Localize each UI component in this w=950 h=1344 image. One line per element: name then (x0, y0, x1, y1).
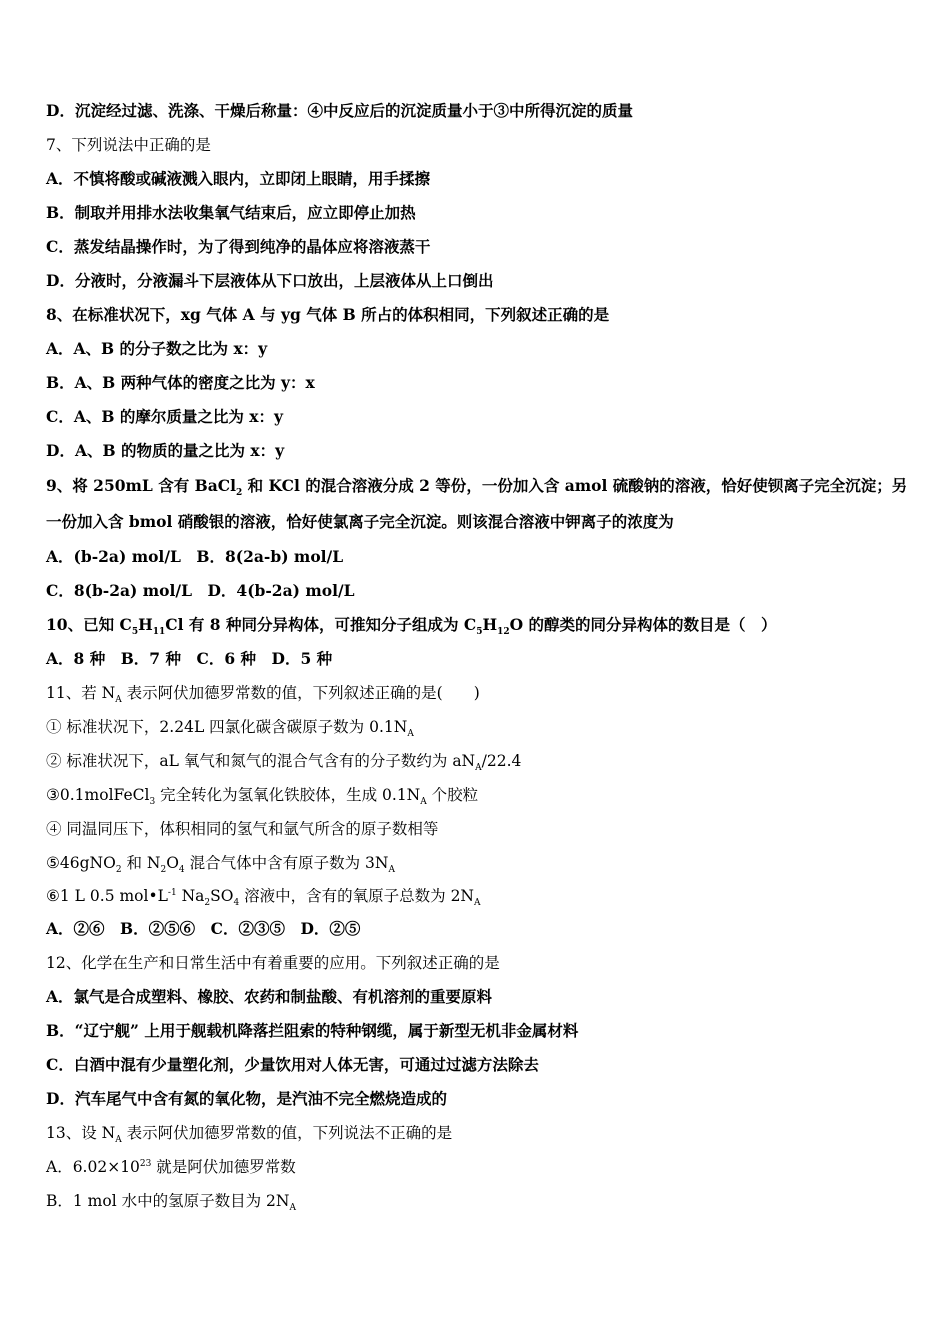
question-10-stem: 10、已知 $C_5H_{11}Cl$ 有 8 种同分异构体，可推知分子组成为 $C_5H_{12}O$ 的醇类的同分异构体的数目是（ ） (46, 615, 777, 638)
question-8-option-a: A．A、B 的分子数之比为 x：y (46, 339, 268, 358)
question-12-option-a: A．氯气是合成塑料、橡胶、农药和制盐酸、有机溶剂的重要原料 (46, 987, 493, 1006)
question-12-option-d: D．汽车尾气中含有氮的氧化物，是汽油不完全燃烧造成的 (46, 1089, 447, 1108)
question-12-option-c: C．白酒中混有少量塑化剂，少量饮用对人体无害，可通过过滤方法除去 (46, 1055, 539, 1074)
question-13-option-b: B．1 mol 水中的氢原子数目为 $2N_A$ (46, 1192, 296, 1214)
question-11-statement-1: ① 标准状况下，2.24L 四氯化碳含碳原子数为 $0.1N_A$ (46, 718, 414, 740)
question-12-option-b: B．“辽宁舰” 上用于舰载机降落拦阻索的特种钢缆，属于新型无机非金属材料 (46, 1021, 579, 1040)
question-8-option-d: D．A、B 的物质的量之比为 x：y (46, 441, 285, 460)
question-13-option-a: A．$6.02\times 10^{23}$ 就是阿伏加德罗常数 (46, 1158, 296, 1176)
question-9-stem: 9、将 250mL 含有 BaCl$_2$ 和 KCl 的混合溶液分成 2 等份，一份加入含 amol 硫酸钠的溶液，恰好使钡离子完全沉淀；另 (46, 476, 908, 499)
question-9-options-ab: A．(b-2a) mol/L B．8(2a-b) mol/L (46, 547, 344, 566)
question-11-statement-3: ③0.1molFeCl$_3$ 完全转化为氢氧化铁胶体，生成 $0.1N_A$ 个胶粒 (46, 786, 479, 808)
question-11-statement-6: ⑥1 L 0.5 $mol•L^{-1}$ $Na_2SO_4$ 溶液中，含有的氧原子总数为 $2N_A$ (46, 887, 481, 909)
question-7-option-d: D．分液时，分液漏斗下层液体从下口放出，上层液体从上口倒出 (46, 271, 494, 290)
question-9-stem-cont: 一份加入含 bmol 硝酸银的溶液，恰好使氯离子完全沉淀。则该混合溶液中钾离子的浓度为 (46, 512, 674, 531)
question-12-stem: 12、化学在生产和日常生活中有着重要的应用。下列叙述正确的是 (46, 954, 500, 972)
question-8-option-c: C．A、B 的摩尔质量之比为 x：y (46, 407, 284, 426)
question-9-options-cd: C．8(b-2a) mol/L D．4(b-2a) mol/L (46, 581, 355, 600)
question-6-option-d: D．沉淀经过滤、洗涤、干燥后称量：④中反应后的沉淀质量小于③中所得沉淀的质量 (46, 101, 633, 120)
question-8-stem: 8、在标准状况下，xg 气体 A 与 yg 气体 B 所占的体积相同，下列叙述正确的是 (46, 305, 610, 324)
question-7-option-c: C．蒸发结晶操作时，为了得到纯净的晶体应将溶液蒸干 (46, 237, 431, 256)
question-11-stem: 11、若 $N_A$ 表示阿伏加德罗常数的值，下列叙述正确的是( ) (46, 684, 480, 706)
question-11-statement-5: ⑤46gNO$_2$ 和 $N_2O_4$ 混合气体中含有原子数为 $3N_A$ (46, 854, 395, 876)
question-10-options: A．8 种 B．7 种 C．6 种 D．5 种 (46, 649, 333, 668)
question-8-option-b: B．A、B 两种气体的密度之比为 y：x (46, 373, 315, 392)
question-7-option-b: B．制取并用排水法收集氧气结束后，应立即停止加热 (46, 203, 416, 222)
question-11-options: A．②⑥ B．②⑤⑥ C．②③⑤ D．②⑤ (46, 919, 361, 938)
question-11-statement-2: ② 标准状况下，aL 氧气和氮气的混合气含有的分子数约为 $aN_A/22.4$ (46, 752, 522, 774)
question-7-option-a: A．不慎将酸或碱液溅入眼内，立即闭上眼睛，用手揉擦 (46, 169, 431, 188)
question-7-stem: 7、下列说法中正确的是 (46, 136, 211, 154)
question-11-statement-4: ④ 同温同压下，体积相同的氢气和氩气所含的原子数相等 (46, 820, 439, 838)
question-13-stem: 13、设 $N_A$ 表示阿伏加德罗常数的值，下列说法不正确的是 (46, 1124, 453, 1146)
